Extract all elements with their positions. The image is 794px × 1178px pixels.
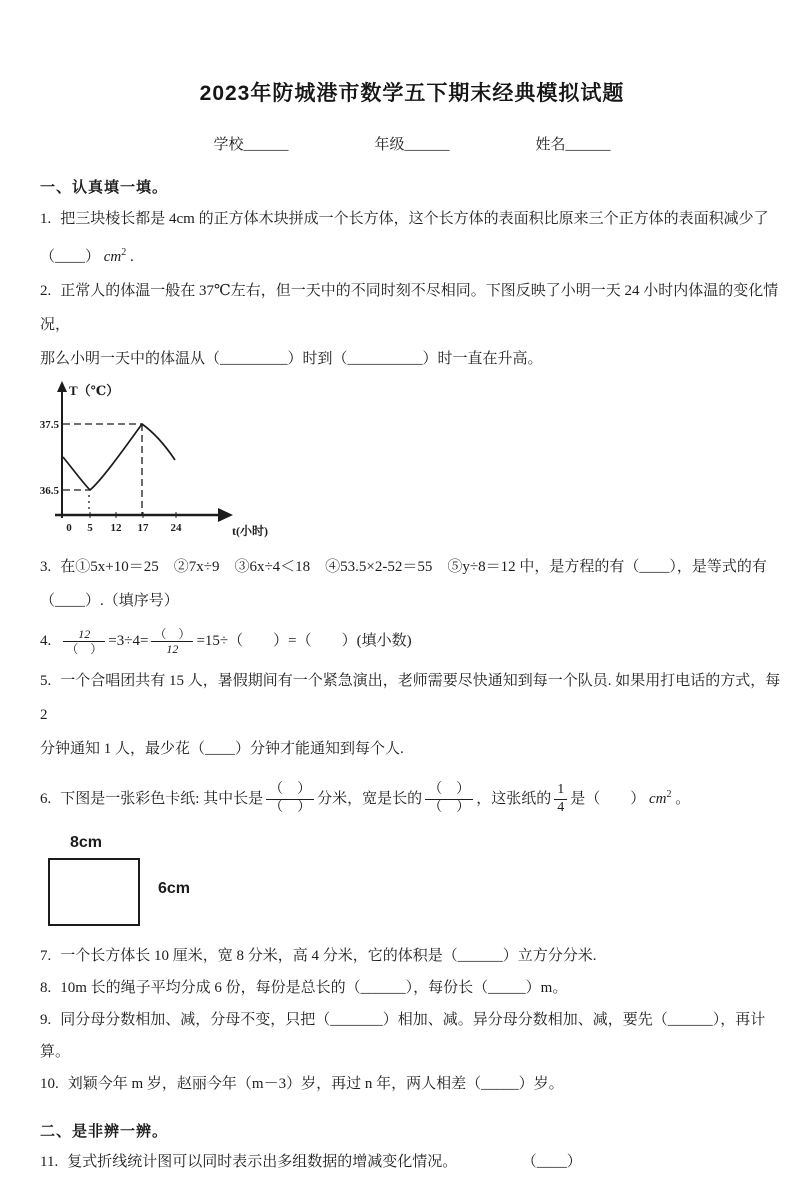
cardboard-rectangle-figure: [48, 834, 190, 926]
fraction-numerator: 1: [557, 782, 565, 798]
question-9-text: 同分母分数相加、减，分母不变，只把（_______）相加、减。异分母分数相加、减，要先（______），再计算。: [40, 1012, 766, 1060]
question-5-line2: 分钟通知 1 人，最少花（____）分钟才能通知到每个人.: [40, 741, 404, 757]
fraction-denominator: （ ）: [425, 799, 473, 817]
question-11-blank: （____）: [529, 1154, 582, 1170]
question-6-mid1: 分米，宽是长的: [317, 791, 423, 807]
question-6-pre: 下图是一张彩色卡纸: 其中长是: [60, 791, 264, 807]
temperature-chart-svg: [40, 378, 300, 546]
temperature-line-chart: [40, 378, 784, 546]
question-11: [40, 1146, 784, 1178]
chart-y-axis-label: T（℃）: [69, 383, 120, 398]
question-8: [40, 972, 784, 1004]
question-5-line1: 一个合唱团共有 15 人，暑假期间有一个紧急演出，老师需要尽快通知到每一个队员. 如果用打电话的方式，每 2: [40, 673, 781, 723]
question-3-line1: 在①5x+10＝25 ②7x÷9 ③6x÷4＜18 ④53.5×2-52＝55 ⑤y÷8＝12 中，是方程的有（____），是等式的有: [60, 559, 767, 575]
question-1-number: 1.: [40, 211, 52, 227]
question-1-unit: cm: [103, 249, 122, 265]
figure-height-label: 6cm: [157, 880, 190, 897]
question-3: [40, 550, 784, 618]
y-tick-37-5: 37.5: [39, 419, 59, 431]
question-6-mid2: ，这张纸的: [476, 791, 552, 807]
chart-x-axis-label: t(小时): [232, 524, 268, 538]
x-tick-0: 0: [66, 522, 72, 534]
question-1: [40, 202, 784, 274]
question-4: [40, 618, 784, 664]
question-7: [40, 940, 784, 972]
section-one-heading: 一、认真填一填。: [40, 180, 169, 196]
fraction-12-over-blank: [63, 627, 105, 657]
question-10-number: 10.: [40, 1076, 59, 1092]
question-5-number: 5.: [40, 673, 52, 689]
question-5: [40, 664, 784, 766]
x-tick-17: 17: [137, 522, 149, 534]
grade-field: 年级______: [374, 137, 450, 153]
x-tick-5: 5: [87, 522, 93, 534]
question-4-mid2: =15÷（ ）=（ ）(填小数): [196, 633, 412, 649]
header-fields: [40, 134, 784, 156]
question-1-blank: （____）: [40, 249, 104, 265]
question-6-unit-exponent: 2: [666, 789, 672, 800]
fraction-one-fourth: [554, 782, 567, 817]
question-7-text: 一个长方体长 10 厘米，宽 8 分米，高 4 分米，它的体积是（______）立方分分米.: [60, 948, 597, 964]
section-two-heading: 二、是非辨一辨。: [40, 1124, 169, 1140]
question-2: [40, 274, 784, 376]
fraction-denominator: 4: [554, 799, 567, 817]
question-3-number: 3.: [40, 559, 52, 575]
question-4-mid1: =3÷4=: [108, 633, 149, 649]
question-10-text: 刘颖今年 m 岁，赵丽今年（m－3）岁，再过 n 年，两人相差（_____）岁。: [67, 1076, 564, 1092]
y-axis-arrow-icon: [57, 381, 67, 392]
name-field: 姓名______: [535, 137, 611, 153]
fraction-width-ratio: [425, 782, 473, 817]
question-11-number: 11.: [40, 1154, 59, 1170]
question-7-number: 7.: [40, 948, 52, 964]
question-2-line2: 那么小明一天中的体温从（_________）时到（__________）时一直在升高。: [40, 351, 543, 367]
fraction-length: [266, 782, 314, 817]
fraction-numerator: （ ）: [154, 626, 191, 641]
question-6: [40, 766, 784, 828]
fraction-numerator: （ ）: [269, 782, 312, 798]
question-11-text: 复式折线统计图可以同时表示出多组数据的增减变化情况。: [67, 1154, 458, 1170]
question-8-number: 8.: [40, 980, 52, 996]
x-axis-arrow-icon: [218, 508, 233, 522]
x-tick-12: 12: [110, 522, 122, 534]
question-9-number: 9.: [40, 1012, 52, 1028]
temperature-curve: [63, 424, 175, 490]
school-field: 学校______: [213, 137, 289, 153]
question-10: [40, 1068, 784, 1100]
question-1-line1: 把三块棱长都是 4cm 的正方体木块拼成一个长方体，这个长方体的表面积比原来三个正方体的表面积减少了: [60, 211, 769, 227]
question-6-number: 6.: [40, 791, 52, 807]
question-2-number: 2.: [40, 283, 52, 299]
page-title: 2023年防城港市数学五下期末经典模拟试题: [199, 82, 625, 105]
figure-width-label: 8cm: [70, 834, 103, 851]
question-6-unit: cm: [648, 791, 667, 807]
fraction-numerator: 12: [78, 626, 91, 641]
fraction-denominator: （ ）: [63, 641, 105, 656]
fraction-denominator: （ ）: [266, 799, 314, 817]
fraction-denominator: 12: [151, 641, 193, 656]
y-tick-36-5: 36.5: [39, 485, 59, 497]
question-1-tail: .: [126, 249, 134, 265]
question-3-line2: （____）.（填序号）: [40, 593, 179, 609]
question-8-text: 10m 长的绳子平均分成 6 份，每份是总长的（______），每份长（_____）m。: [60, 980, 568, 996]
question-2-line1: 正常人的体温一般在 37℃左右，但一天中的不同时刻不尽相同。下图反映了小明一天 24 小时内体温的变化情况，: [40, 283, 779, 333]
fraction-blank-over-12: [151, 627, 193, 657]
question-1-unit-exponent: 2: [121, 247, 127, 258]
question-9: [40, 1004, 784, 1068]
question-6-tail: 。: [671, 791, 691, 807]
question-4-number: 4.: [40, 633, 52, 649]
fraction-numerator: （ ）: [428, 782, 471, 798]
x-tick-24: 24: [170, 522, 182, 534]
question-6-mid3: 是（ ）: [570, 791, 649, 807]
